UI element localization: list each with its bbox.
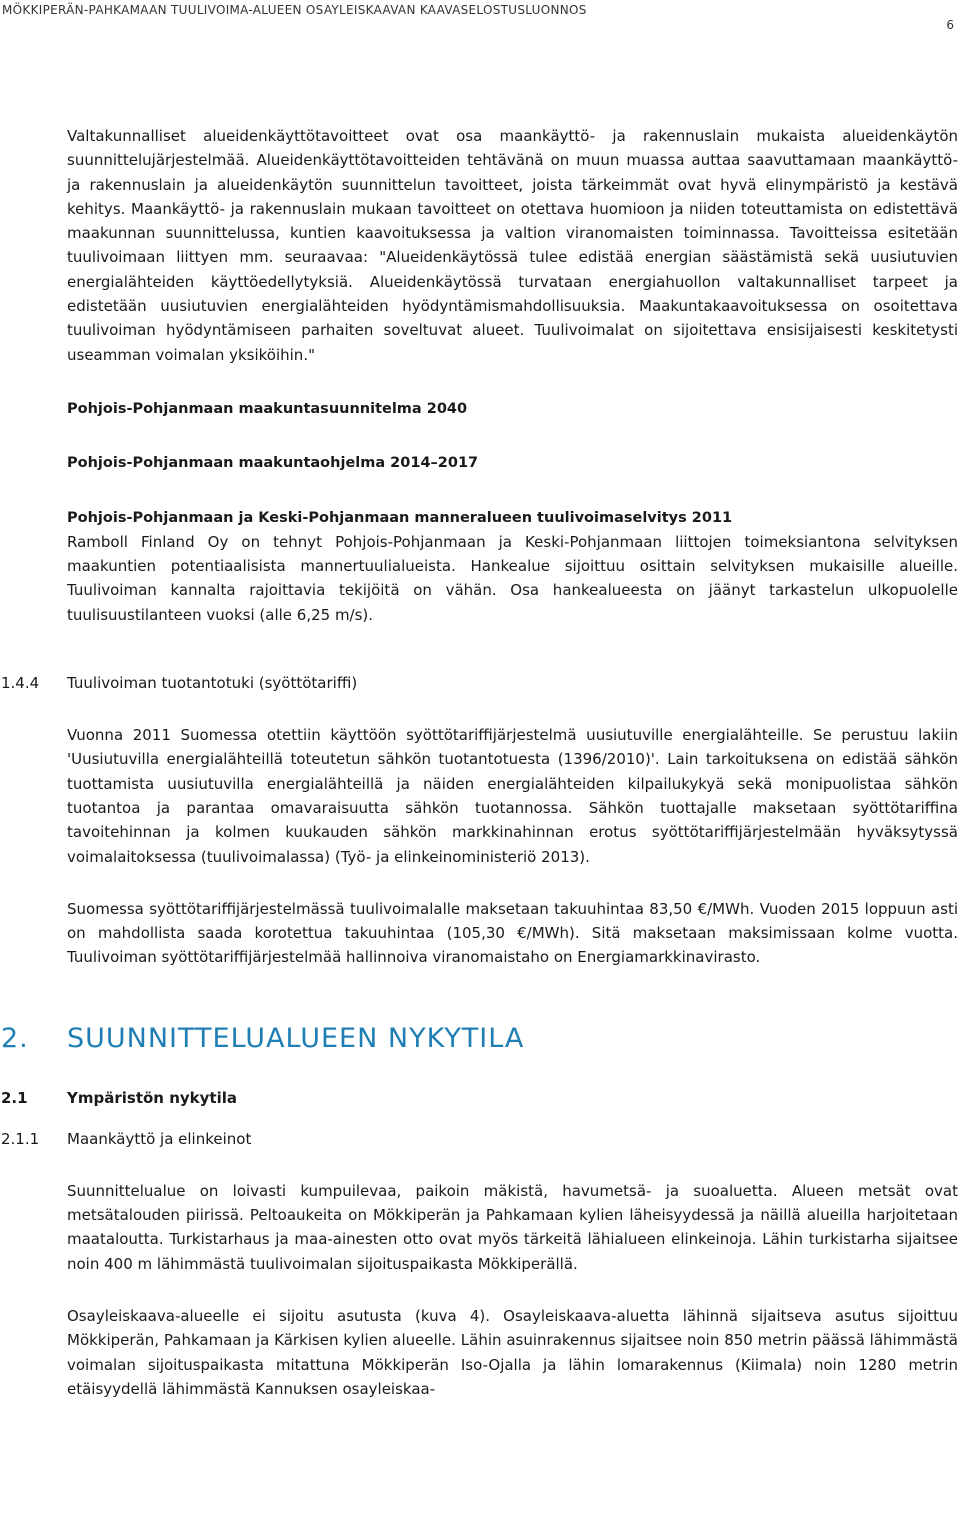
section-heading-1-4-4 xyxy=(1,671,958,695)
section-heading-2-1-1 xyxy=(1,1127,958,1151)
chapter-title: SUUNNITTELUALUEEN NYKYTILA xyxy=(67,1022,525,1054)
heading-regional-plan: Pohjois-Pohjanmaan maakuntasuunnitelma 2040 xyxy=(67,400,468,417)
paragraph-land-use: Suunnittelualue on loivasti kumpuilevaa, paikoin mäkistä, havumetsä- ja suoaluetta. Alueen metsät ovat metsätalouden piirissä. Peltoaukeita on Mökkiperän ja Pahkamaan kylien läheisyydessä ja näillä alueilla harjoitetaan maataloutta. Turkistarhaus ja maa-ainesten otto ovat myös tärkeitä lähialueen elinkeinoja. Lähin turkistarha sijaitsee noin 400 m lähimmästä tuulivoimalan sijoituspaikasta Mökkiperällä. xyxy=(67,1181,958,1273)
heading-regional-program: Pohjois-Pohjanmaan maakuntaohjelma 2014–2017 xyxy=(67,455,479,472)
section-title: Ympäristön nykytila xyxy=(67,1088,237,1107)
paragraph-feed-in-tariff: Vuonna 2011 Suomessa otettiin käyttöön syöttötariffijärjestelmä uusiutuville energialähteille. Se perustuu lakiin 'Uusiutuvilla energialähteillä toteutetun sähkön tuotantotuesta (1396/2010)'. Lain tarkoituksena on edistää sähkön tuottamista uusiutuvilla energialähteillä ja näiden energialähteiden kilpailukykyä sekä monipuolistaa sähkön tuotantoa ja parantaa omavaraisuutta sähkön tuotannossa. Sähkön tuottajalle maksetaan syöttötariffina tavoitehinnan ja kolmen kuukauden sähkön markkinahinnan erotus syöttötariffijärjestelmään hyväksytyssä voimalaitoksessa (tuulivoimalassa) (Työ- ja elinkeinoministeriö 2013). xyxy=(67,726,958,866)
paragraph-settlement: Osayleiskaava-alueelle ei sijoitu asutusta (kuva 4). Osayleiskaava-aluetta lähinnä sijaitseva asutus sijoittuu Mökkiperän, Pahkamaan ja Kärkisen kylien alueelle. Lähin asuinrakennus sijaitsee noin 850 metrin päässä lähimmästä voimalan sijoituspaikasta mitattuna Mökkiperän Iso-Ojalla ja lähin lomarakennus (Kiimala) noin 1280 metrin etäisyydellä lähimmästä Kannuksen osayleiskaa- xyxy=(67,1306,958,1398)
section-heading-2-1 xyxy=(1,1086,958,1110)
section-number: 1.4.4 xyxy=(1,674,40,693)
document-header-title: MÖKKIPERÄN-PAHKAMAAN TUULIVOIMA-ALUEEN OSAYLEISKAAVAN KAAVASELOSTUSLUONNOS xyxy=(2,3,587,17)
section-title: Tuulivoiman tuotantotuki (syöttötariffi) xyxy=(67,674,358,693)
section-number: 2.1 xyxy=(1,1088,28,1107)
chapter-number: 2. xyxy=(1,1022,29,1054)
paragraph-wind-survey: Ramboll Finland Oy on tehnyt Pohjois-Pohjanmaan ja Keski-Pohjanmaan liittojen toimeksiantona selvityksen maakuntien potentiaalisista mannertuulialueista. Hankealue sijoittuu osittain selvityksen mukaisille alueille. Tuulivoiman kannalta rajoittavia tekijöitä on vähän. Osa hankealueesta on jäänyt tarkastelun ulkopuolelle tuulisuustilanteen vuoksi (alle 6,25 m/s). xyxy=(67,532,958,624)
section-title: Maankäyttö ja elinkeinot xyxy=(67,1129,252,1148)
section-number: 2.1.1 xyxy=(1,1129,40,1148)
paragraph-land-use-goals: Valtakunnalliset alueidenkäyttötavoitteet ovat osa maankäyttö- ja rakennuslain mukaista alueidenkäytön suunnittelujärjestelmää. Alueidenkäyttötavoitteiden tehtävänä on muun muassa auttaa saavuttamaan maankäyttö- ja rakennuslain ja alueidenkäytön suunnittelun tavoitteet, joista tärkeimmät ovat hyvä elinympäristö ja kestävä kehitys. Maankäyttö- ja rakennuslain mukaan tavoitteet on otettava huomioon ja niiden toteuttamista on edistettävä maakunnan suunnittelussa, kuntien kaavoituksessa ja valtion viranomaisten toiminnassa. Tavoitteissa esitetään tuulivoimaan liittyen mm. seuraavaa: "Alueidenkäytössä tulee edistää energian säästämistä sekä uusiutuvien energialähteiden käyttöedellytyksiä. Alueidenkäytössä turvataan energiahuollon valtakunnalliset tarpeet ja edistetään uusiutuvien energialähteiden hyödyntämismahdollisuuksia. Maakuntakaavoituksessa on osoitettava tuulivoiman hyödyntämiseen parhaiten soveltuvat alueet. Tuulivoimalat on sijoitettava ensisijaisesti keskitetysti useamman voimalan yksiköihin." xyxy=(67,127,958,364)
paragraph-guaranteed-price: Suomessa syöttötariffijärjestelmässä tuulivoimalalle maksetaan takuuhintaa 83,50 €/MWh. Vuoden 2015 loppuun asti on mahdollista saada korotettua takuuhintaa (105,30 €/MWh). Sitä maksetaan maksimissaan kolme vuotta. Tuulivoiman syöttötariffijärjestelmää hallinnoiva viranomaistaho on Energiamarkkinavirasto. xyxy=(67,899,958,967)
page-content xyxy=(1,124,958,1401)
chapter-heading-2 xyxy=(1,1022,958,1056)
page-number: 6 xyxy=(946,18,954,32)
heading-wind-survey: Pohjois-Pohjanmaan ja Keski-Pohjanmaan manneralueen tuulivoimaselvitys 2011 xyxy=(67,509,733,526)
